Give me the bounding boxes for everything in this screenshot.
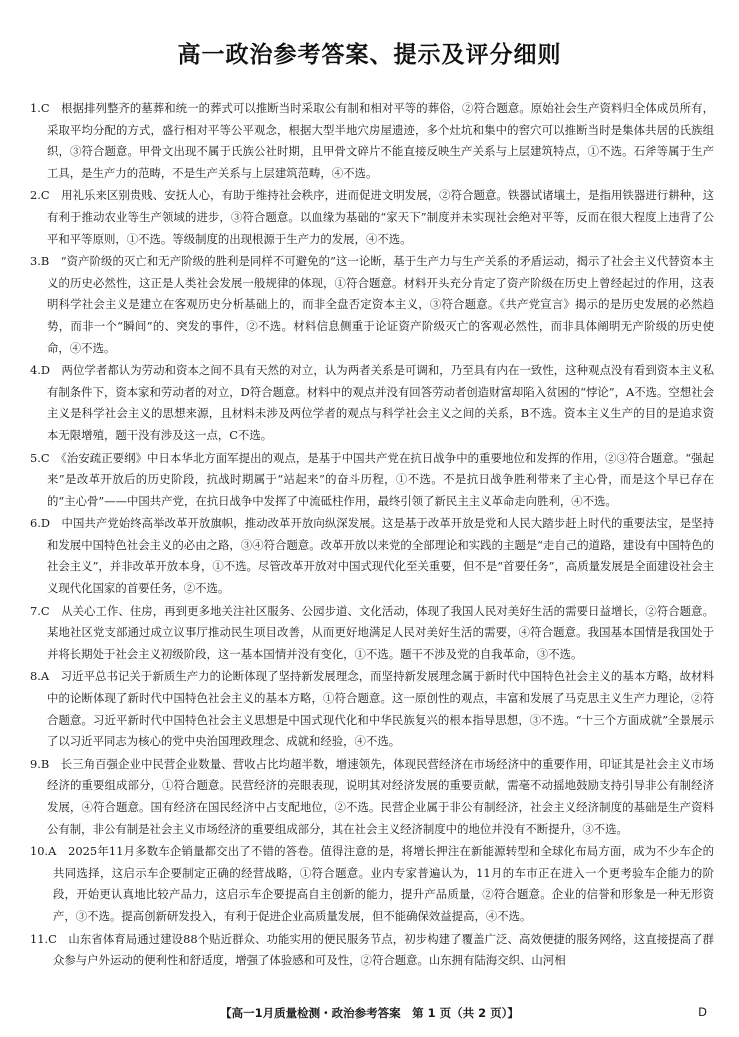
- item-number: 2.: [30, 188, 41, 203]
- item-explanation: 根据排列整齐的墓葬和统一的葬式可以推断当时采取公有制和相对平等的葬俗，②符合题意。原始社会生产资料归全体成员所有，采取平均分配的方式，盛行相对平等公平观念，根据大型半地穴房屋遗迹，多个灶坑和集中的窖穴可以推断当时是集体共居的氏族组织，③符合题意。甲骨文出现不属于氏族公社时期，且甲骨文碎片不能直接反映生产关系与上层建筑特点，①不选。石斧等属于生产工具，是生产力的范畴，不是生产关系与上层建筑范畴，④不选。: [47, 101, 714, 180]
- item-answer: A: [40, 669, 50, 684]
- item-answer: B: [40, 254, 50, 269]
- answer-item: [30, 448, 714, 513]
- answer-item: [30, 251, 714, 359]
- item-number: 7.: [30, 603, 41, 618]
- item-number: 9.: [30, 756, 41, 771]
- answer-item: [30, 98, 714, 184]
- item-explanation: 习近平总书记关于新质生产力的论断体现了坚持新发展理念，而坚持新发展理念属于新时代中国特色社会主义的基本方略，故材料中的论断体现了新时代中国特色社会主义的基本方略，①符合题意。这一原创性的观点，丰富和发展了马克思主义生产力理论，②符合题意。习近平新时代中国特色社会主义思想是中国式现代化和中华民族复兴的根本指导思想，③不选。“十三个方面成就”全景展示了以习近平同志为核心的党中央治国理政理念、成就和经验，④不选。: [47, 669, 714, 749]
- answer-list: [30, 98, 714, 973]
- item-answer: A: [48, 844, 57, 859]
- item-explanation: 中国共产党始终高举改革开放旗帜，推动改革开放向纵深发展。这是基于改革开放是党和人民大踏步赶上时代的重要法宝，是坚持和发展中国特色社会主义的必由之路，③④符合题意。改革开放以来党的全部理论和实践的主题是“走自己的道路，建设有中国特色的社会主义”，并非改革开放本身，①不选。尽管改革开放对中国式现代化至关重要，但不是“首要任务”，高质量发展是全面建设社会主义现代化国家的首要任务，②不选。: [47, 516, 714, 596]
- item-number: 11.: [30, 931, 49, 946]
- item-explanation: 山东省体育局通过建设88个贴近群众、功能实用的便民服务节点，初步构建了覆盖广泛、高效便捷的服务网络，这直接提高了群众参与户外运动的便利性和舒适度，增强了体验感和可及性，②符合题意。山东拥有陆海交织、山河相: [53, 931, 714, 968]
- item-number: 1.: [30, 101, 41, 115]
- answer-item: [30, 666, 714, 752]
- answer-item: [30, 929, 714, 972]
- item-explanation: 《治安疏正要纲》中日本华北方面军提出的观点，是基于中国共产党在抗日战争中的重要地位和发挥的作用，②③符合题意。“强起来”是改革开放后的历史阶段，抗战时期属于“站起来”的奋斗历程，①不选。不是抗日战争胜利带来了主心骨，而是这个早已存在的“主心骨”——中国共产党，在抗日战争中发挥了中流砥柱作用，最终引领了新民主主义革命走向胜利，④不选。: [47, 450, 714, 508]
- item-number: 4.: [30, 363, 41, 378]
- version-code: D: [698, 1005, 707, 1019]
- item-number: 3.: [30, 254, 41, 269]
- item-number: 5.: [30, 450, 41, 465]
- item-answer: D: [40, 516, 51, 531]
- item-answer: C: [40, 101, 50, 115]
- item-answer: C: [40, 450, 50, 465]
- answer-item: [30, 754, 714, 840]
- item-number: 8.: [30, 669, 41, 684]
- footer-text: 【高一1月质量检测・政治参考答案 第 1 页（共 2 页）】: [220, 1006, 519, 1020]
- item-answer: D: [40, 363, 51, 378]
- item-answer: C: [48, 931, 57, 946]
- item-explanation: 从关心工作、住房，再到更多地关注社区服务、公园步道、文化活动，体现了我国人民对美好生活的需要日益增长，②符合题意。某地社区党支部通过成立议事厅推动民生项目改善，从而更好地满足人民对美好生活的需要，④符合题意。我国基本国情是我国处于并将长期处于社会主义初级阶段，这一基本国情并没有变化，①不选。题干不涉及党的自我革命，③不选。: [47, 603, 714, 661]
- answer-item: [30, 185, 714, 250]
- item-answer: B: [40, 756, 50, 771]
- page-title: 高一政治参考答案、提示及评分细则: [177, 42, 562, 68]
- item-explanation: 两位学者都认为劳动和资本之间不具有天然的对立，认为两者关系是可调和，乃至具有内在一致性，这种观点没有看到资本主义私有制条件下，资本家和劳动者的对立，D符合题意。材料中的观点并没有回答劳动者创造财富却陷入贫困的“悖论”，A不选。空想社会主义是科学社会主义的思想来源，且材料未涉及两位学者的观点与科学社会主义之间的关系，B不选。资本主义生产的目的是追求资本无限增殖，题干没有涉及这一点，C不选。: [47, 363, 714, 442]
- item-answer: C: [40, 188, 50, 203]
- answer-item: [30, 513, 714, 599]
- item-number: 6.: [30, 516, 41, 531]
- item-number: 10.: [30, 844, 49, 859]
- item-explanation: 长三角百强企业中民营企业数量、营收占比均超半数，增速领先，体现民营经济在市场经济中的重要作用，印证其是社会主义市场经济的重要组成部分，①符合题意。民营经济的亮眼表现，说明其对经济发展的重要贡献，需毫不动摇地鼓励支持引导非公有制经济发展，④符合题意。国有经济在国民经济中占支配地位，②不选。民营企业属于非公有制经济，社会主义经济制度的基础是生产资料公有制，非公有制是社会主义市场经济的重要组成部分，其在社会主义经济制度中的地位并没有不断提升，③不选。: [47, 756, 714, 836]
- answer-item: [30, 601, 714, 666]
- item-explanation: “资产阶级的灭亡和无产阶级的胜利是同样不可避免的”这一论断，基于生产力与生产关系的矛盾运动，揭示了社会主义代替资本主义的历史必然性，这正是人类社会发展一般规律的体现，①符合题意。材料开头充分肯定了资产阶级在历史上曾经起过的作用，这表明科学社会主义是建立在客观历史分析基础上的，而非全盘否定资本主义，③符合题意。《共产党宣言》揭示的是历史发展的必然趋势，而非一个“瞬间”的、突发的事件，②不选。材料信息侧重于论证资产阶级灭亡的客观必然性，而非具体阐明无产阶级的历史使命，④不选。: [47, 254, 714, 355]
- item-explanation: 用礼乐来区别贵贱、安抚人心，有助于维持社会秩序，进而促进文明发展，②符合题意。铁器试诸壤土，是指用铁器进行耕种，这有利于推动农业等生产领域的进步，③符合题意。以血缘为基础的“家天下”制度并未实现社会绝对平等，反而在很大程度上违背了公平和平等原则，①不选。等级制度的出现根源于生产力的发展，④不选。: [47, 188, 714, 246]
- item-explanation: 2025年11月多数车企销量都交出了不错的答卷。值得注意的是，将增长押注在新能源转型和全球化布局方面，成为不少车企的共同选择，这启示车企要制定正确的经营战略，①符合题意。业内专家普遍认为，11月的车市正在进入一个更考验车企能力的阶段，开始更认真地比较产品力，这启示车企要提高自主创新的能力，提升产品质量，②符合题意。企业的信誉和形象是一种无形资产，③不选。提高创新研发投入，有利于促进企业高质量发展，但不能确保效益提高，④不选。: [53, 844, 714, 923]
- item-answer: C: [40, 603, 50, 618]
- page-footer: [0, 1005, 739, 1021]
- answer-item: [30, 360, 714, 446]
- answer-item: [30, 841, 714, 927]
